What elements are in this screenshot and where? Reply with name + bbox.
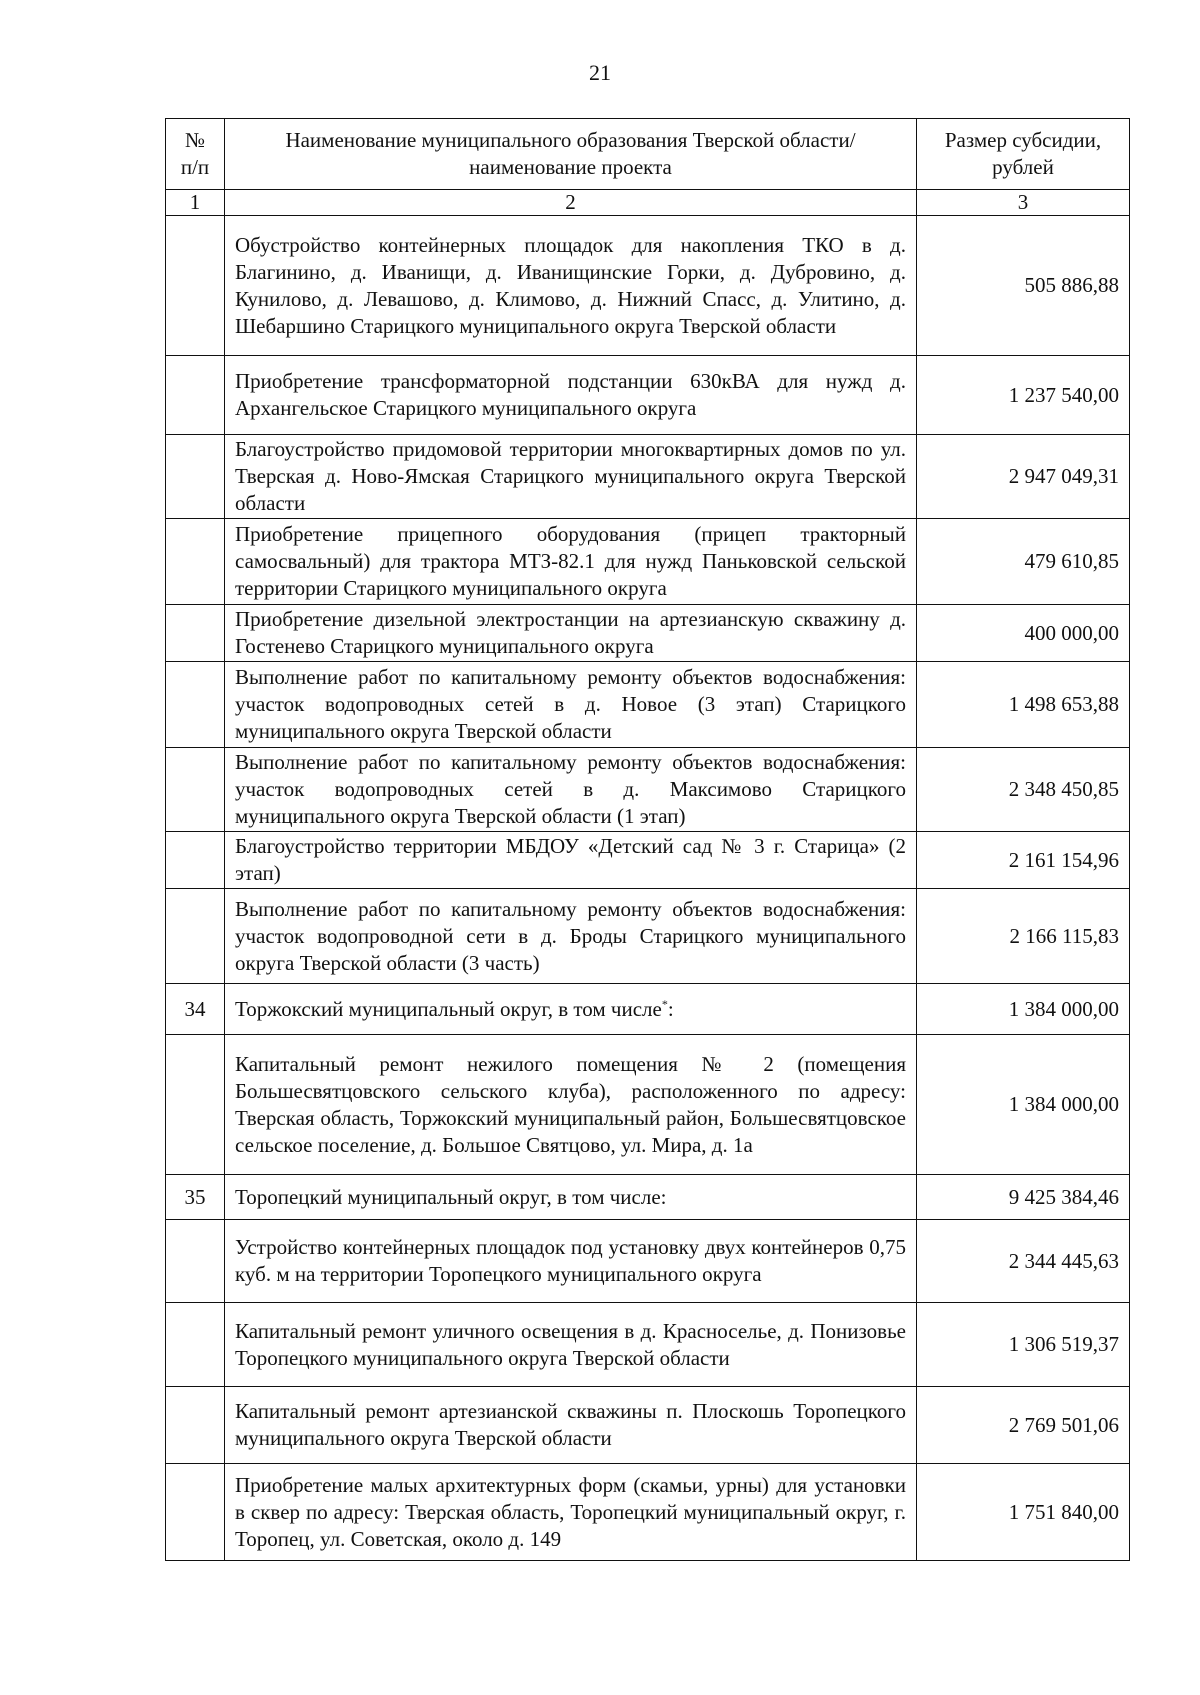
- row-name: Торопецкий муниципальный округ, в том числе:: [225, 1175, 917, 1220]
- row-name: Благоустройство территории МБДОУ «Детский сад № 3 г. Старица» (2 этап): [225, 832, 917, 889]
- row-name: Приобретение трансформаторной подстанции 630кВА для нужд д. Архангельское Старицкого муниципального округа: [225, 356, 917, 435]
- row-name: Выполнение работ по капитальному ремонту объектов водоснабжения: участок водопроводной сети в д. Броды Старицкого муниципального округа Тверской области (3 часть): [225, 889, 917, 984]
- header-number: № п/п: [166, 119, 225, 190]
- row-amount: 1 384 000,00: [917, 984, 1130, 1035]
- row-name-suffix: :: [667, 996, 674, 1021]
- row-amount: 1 306 519,37: [917, 1303, 1130, 1387]
- row-name: Капитальный ремонт артезианской скважины п. Плоскошь Торопецкого муниципального округа Тверской области: [225, 1387, 917, 1464]
- row-name: Приобретение прицепного оборудования (прицеп тракторный самосвальный) для трактора МТЗ-82.1 для нужд Паньковской сельской территории Старицкого муниципального округа: [225, 519, 917, 605]
- row-name: Устройство контейнерных площадок под установку двух контейнеров 0,75 куб. м на территории Торопецкого муниципального округа: [225, 1220, 917, 1303]
- row-number: [166, 435, 225, 519]
- row-name: Выполнение работ по капитальному ремонту объектов водоснабжения: участок водопроводных сетей в д. Максимово Старицкого муниципального округа Тверской области (1 этап): [225, 748, 917, 832]
- table-row: [166, 435, 1130, 519]
- row-number: 34: [166, 984, 225, 1035]
- row-amount: 1 237 540,00: [917, 356, 1130, 435]
- row-amount: 479 610,85: [917, 519, 1130, 605]
- row-name: Благоустройство придомовой территории многоквартирных домов по ул. Тверская д. Ново-Ямская Старицкого муниципального округа Тверской области: [225, 435, 917, 519]
- table-row: [166, 605, 1130, 662]
- table-row: [166, 1035, 1130, 1175]
- table-row: [166, 662, 1130, 748]
- table-body: [166, 216, 1130, 1561]
- row-name: Капитальный ремонт уличного освещения в д. Красноселье, д. Понизовье Торопецкого муниципального округа Тверской области: [225, 1303, 917, 1387]
- row-amount: 9 425 384,46: [917, 1175, 1130, 1220]
- row-number: [166, 1464, 225, 1561]
- row-amount: 2 161 154,96: [917, 832, 1130, 889]
- row-amount: 1 384 000,00: [917, 1035, 1130, 1175]
- row-number: [166, 216, 225, 356]
- row-number: 35: [166, 1175, 225, 1220]
- table-row: [166, 1303, 1130, 1387]
- footnote-mark: *: [661, 996, 668, 1011]
- row-number: [166, 519, 225, 605]
- row-name-text: Торжокский муниципальный округ, в том числе: [235, 996, 662, 1021]
- table-row: [166, 519, 1130, 605]
- row-number: [166, 662, 225, 748]
- column-number-3: 3: [917, 190, 1130, 216]
- row-number: [166, 1387, 225, 1464]
- header-name: Наименование муниципального образования Тверской области/наименование проекта: [225, 119, 917, 190]
- row-name: [225, 984, 917, 1035]
- table-row: [166, 1220, 1130, 1303]
- row-amount: 1 751 840,00: [917, 1464, 1130, 1561]
- row-number: [166, 1035, 225, 1175]
- row-name: Приобретение дизельной электростанции на артезианскую скважину д. Гостенево Старицкого муниципального округа: [225, 605, 917, 662]
- column-number-2: 2: [225, 190, 917, 216]
- row-name: Выполнение работ по капитальному ремонту объектов водоснабжения: участок водопроводных сетей в д. Новое (3 этап) Старицкого муниципального округа Тверской области: [225, 662, 917, 748]
- column-number-row: [166, 190, 1130, 216]
- table-row: [166, 889, 1130, 984]
- row-amount: 2 344 445,63: [917, 1220, 1130, 1303]
- page-number: 21: [589, 60, 611, 85]
- row-name: Капитальный ремонт нежилого помещения № 2 (помещения Большесвятцовского сельского клуба), расположенного по адресу: Тверская область, Торжокский муниципальный район, Большесвятцовское сельское поселение, д. Большое Святцово, ул. Мира, д. 1а: [225, 1035, 917, 1175]
- row-number: [166, 1220, 225, 1303]
- header-amount: Размер субсидии, рублей: [917, 119, 1130, 190]
- row-name: Обустройство контейнерных площадок для накопления ТКО в д. Благинино, д. Иванищи, д. Иванищинские Горки, д. Дубровино, д. Кунилово, д. Левашово, д. Климово, д. Нижний Спасс, д. Улитино, д. Шебаршино Старицкого муниципального округа Тверской области: [225, 216, 917, 356]
- row-amount: 1 498 653,88: [917, 662, 1130, 748]
- row-number: [166, 832, 225, 889]
- table-header: [166, 119, 1130, 216]
- row-amount: 2 947 049,31: [917, 435, 1130, 519]
- row-number: [166, 1303, 225, 1387]
- header-row: [166, 119, 1130, 190]
- row-amount: 505 886,88: [917, 216, 1130, 356]
- row-number: [166, 748, 225, 832]
- table-row: [166, 1387, 1130, 1464]
- row-amount: 2 769 501,06: [917, 1387, 1130, 1464]
- table-row: [166, 748, 1130, 832]
- row-number: [166, 356, 225, 435]
- table-row: [166, 216, 1130, 356]
- row-amount: 2 166 115,83: [917, 889, 1130, 984]
- table-row: [166, 1175, 1130, 1220]
- subsidy-table: [165, 118, 1130, 1561]
- table-row: [166, 1464, 1130, 1561]
- row-number: [166, 889, 225, 984]
- table-row: [166, 984, 1130, 1035]
- table-row: [166, 356, 1130, 435]
- row-number: [166, 605, 225, 662]
- row-name: Приобретение малых архитектурных форм (скамьи, урны) для установки в сквер по адресу: Тверская область, Торопецкий муниципальный округ, г. Торопец, ул. Советская, около д. 149: [225, 1464, 917, 1561]
- row-amount: 2 348 450,85: [917, 748, 1130, 832]
- column-number-1: 1: [166, 190, 225, 216]
- table-row: [166, 832, 1130, 889]
- row-amount: 400 000,00: [917, 605, 1130, 662]
